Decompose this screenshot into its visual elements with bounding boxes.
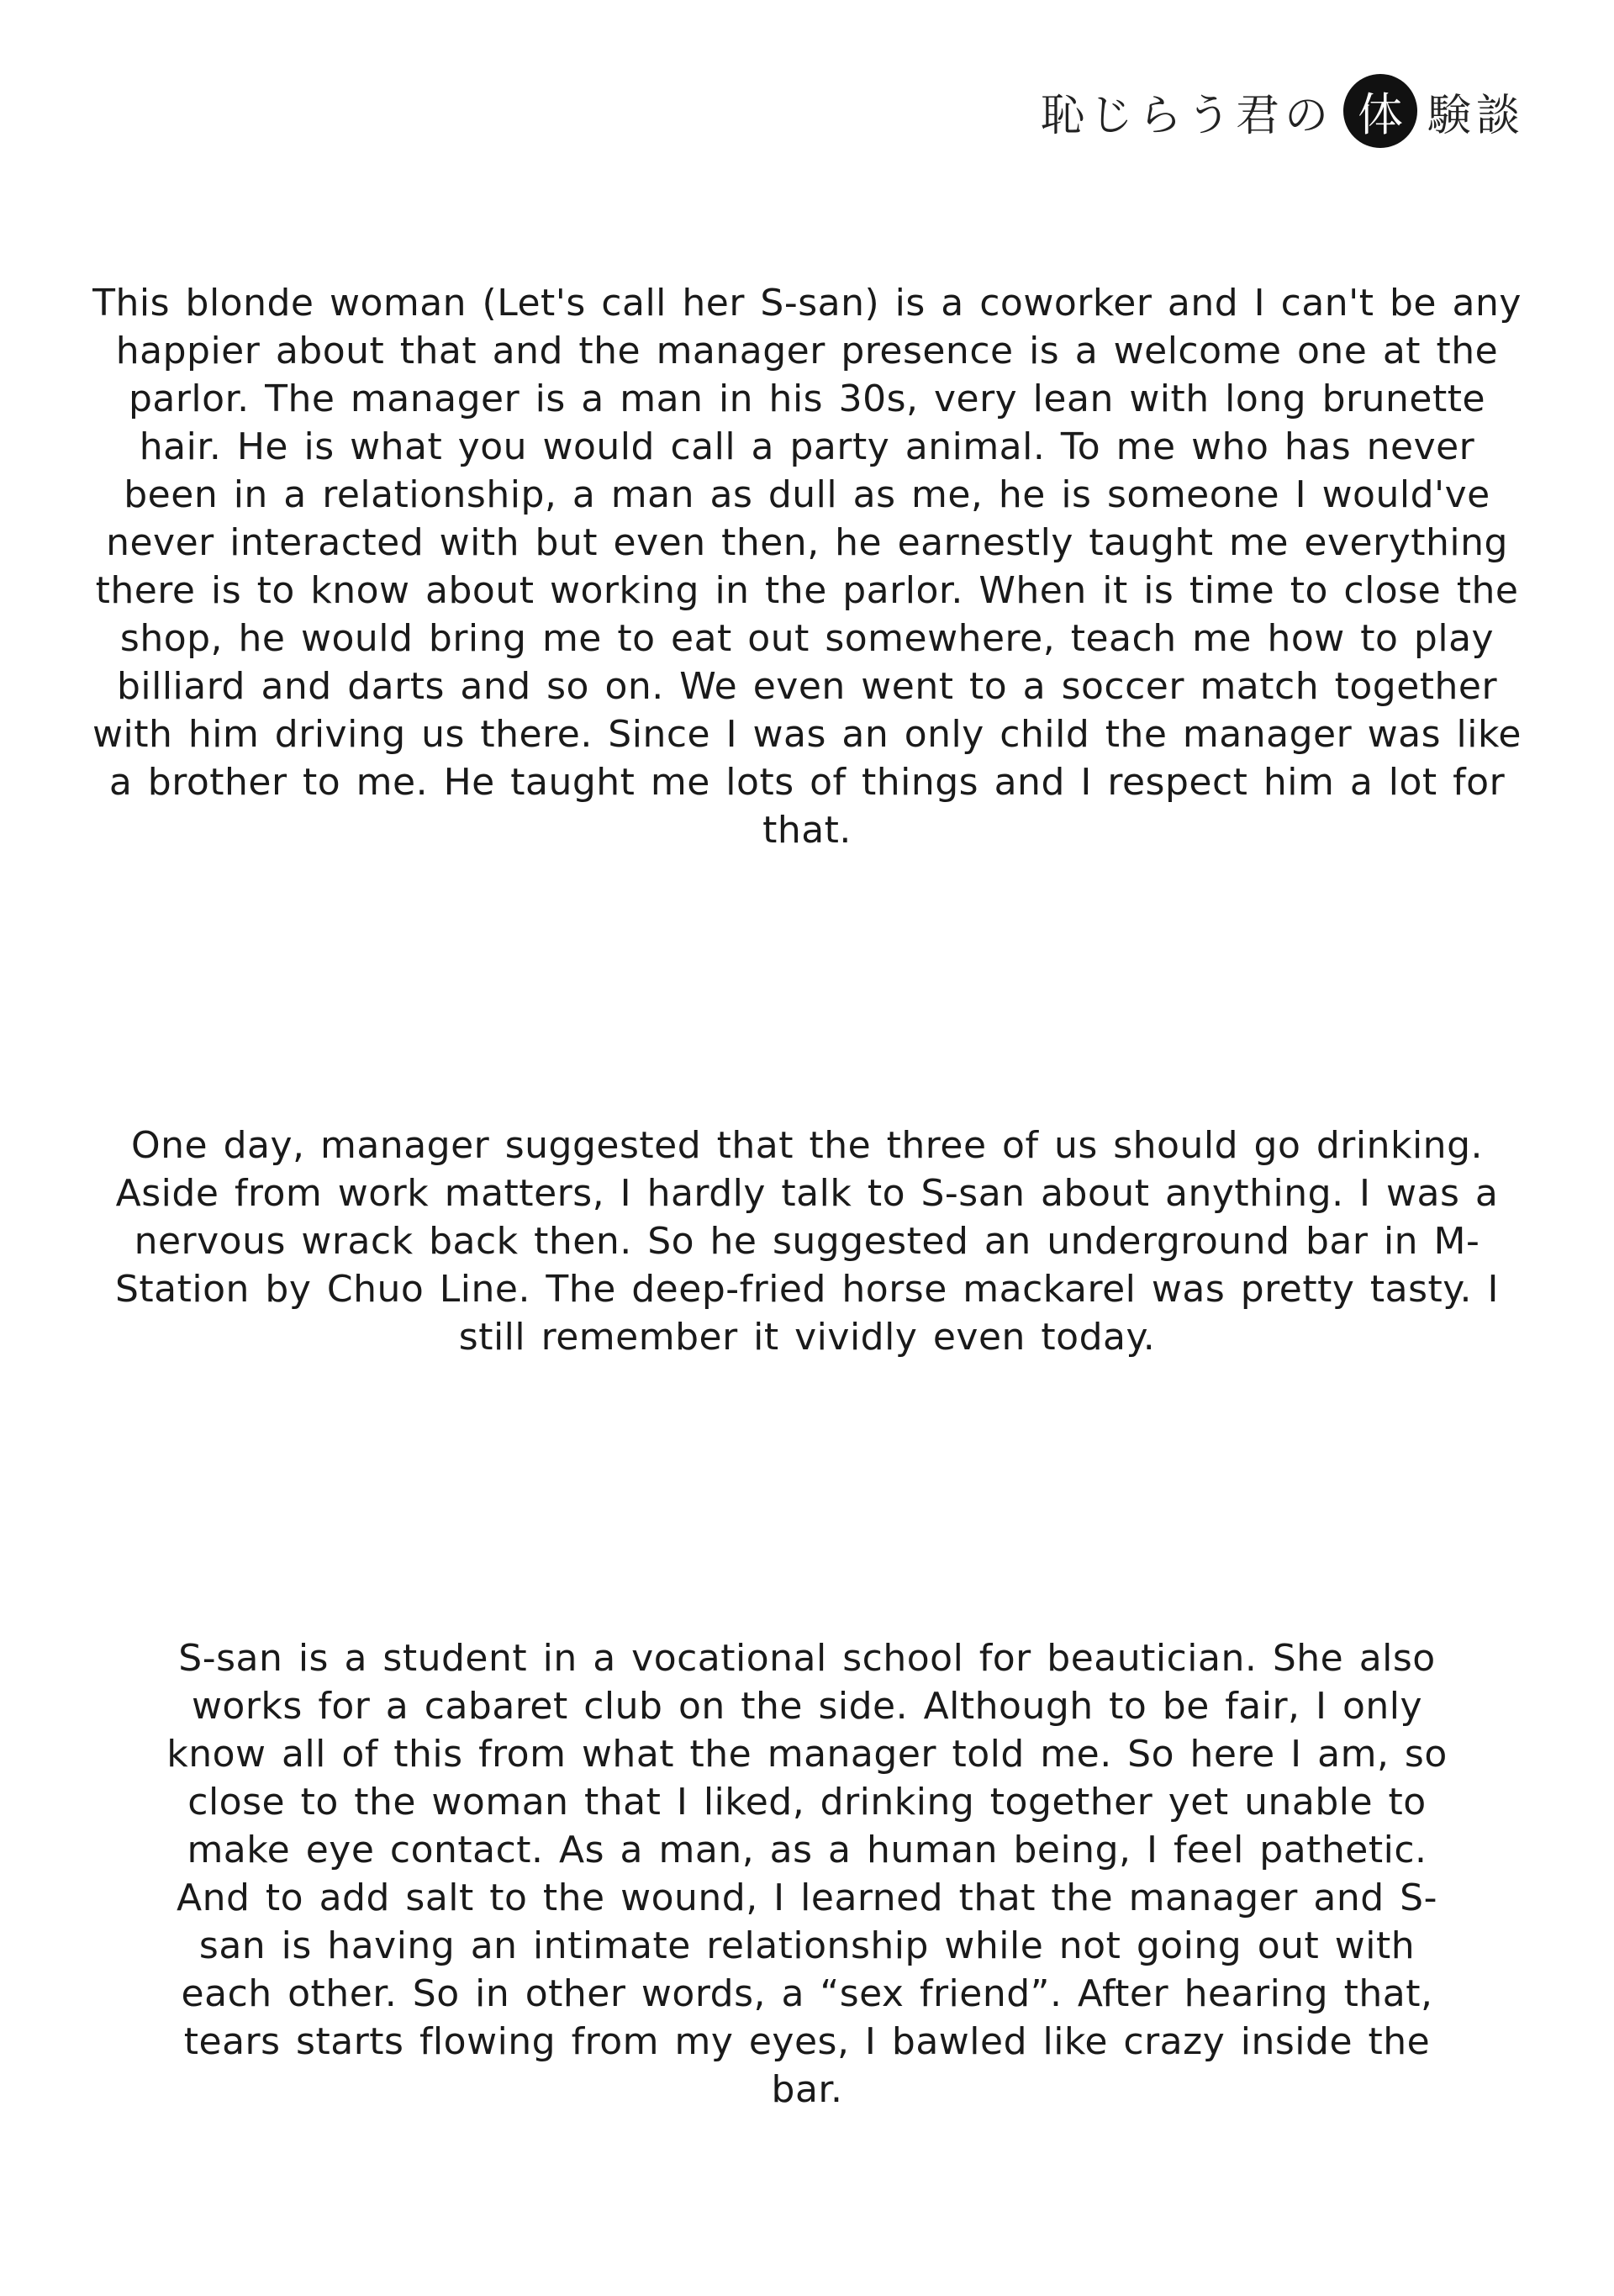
chapter-title-badge: 体 (1343, 74, 1417, 148)
chapter-title-end: 験談 (1427, 90, 1525, 141)
paragraph-coworker: This blonde woman (Let's call her S-san) is a coworker and I can't be any happier about that and the manager presence is a welcome one at the parlor. The manager is a man in his 30s, very lean with long brunette hair. He is what you would call a party animal. To me who has never been in a relationship, a man as dull as me, he is someone I would've never interacted with but even then, he earnestly taught me everything there is to know about working in the parlor. When it is time to close the shop, he would bring me to eat out somewhere, teach me how to play billiard and darts and so on. We even went to a soccer match together with him driving us there. Since I was an only child the manager was like a brother to me. He taught me lots of things and I respect him a lot for that. (92, 282, 1522, 852)
chapter-title-start: 恥じらう君の (1040, 90, 1333, 141)
chapter-title (1041, 77, 1525, 145)
paragraph-s-san: S-san is a student in a vocational school for beautician. She also works for a cabaret club on the side. Although to be fair, I only know all of this from what the manager told me. So here I am, so close to the woman that I liked, drinking together yet unable to make eye contact. As a man, as a human being, I feel pathetic. And to add salt to the wound, I learned that the manager and S-san is having an intimate relationship while not going out with each other. So in other words, a “sex friend”. After hearing that, tears starts flowing from my eyes, I bawled like crazy inside the bar. (166, 1637, 1448, 2111)
paragraph-drinking: One day, manager suggested that the three of us should go drinking. Aside from work matters, I hardly talk to S-san about anything. I was a nervous wrack back then. So he suggested an underground bar in M-Station by Chuo Line. The deep-fried horse mackarel was pretty tasty. I still remember it vividly even today. (114, 1124, 1499, 1359)
